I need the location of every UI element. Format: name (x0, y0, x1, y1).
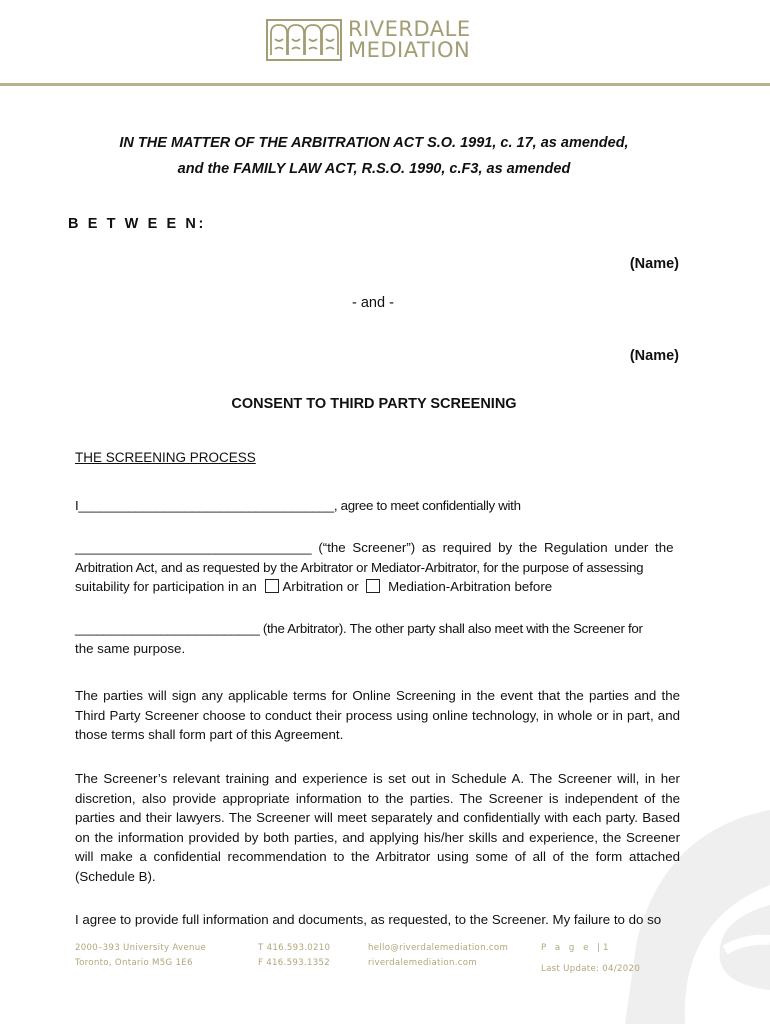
header-divider (0, 83, 770, 86)
matter-line-2: and the FAMILY LAW ACT, R.S.O. 1990, c.F3, as amended (177, 161, 571, 177)
arbitration-option-label: Arbitration or (282, 579, 359, 595)
and-separator: - and - (352, 295, 394, 311)
screener-line-3 (75, 577, 680, 597)
screener-training-paragraph: The Screener’s relevant training and experience is set out in Schedule A. The Screener will, in her discretion, also provide appropriate information to the parties. The Screener is independent of the parties and their lawyers. The Screener will meet separately and confidentially with each party. Based on the information provided by both parties, and applying his/her skills and experience, the Screener will make a confidential recommendation to the Arbitrator using some of all of the form attached (Schedule B). (75, 771, 680, 884)
screener-paragraph (75, 538, 680, 597)
company-logo (266, 19, 471, 61)
arbitration-checkbox[interactable] (265, 579, 279, 593)
arbitrator-line-2: the same purpose. (75, 640, 186, 656)
footer-fax: F 416.593.1352 (258, 958, 331, 968)
logo-wordmark (348, 19, 471, 61)
between-label: B E T W E E N: (68, 216, 206, 232)
footer-email[interactable]: hello@riverdalemediation.com (368, 943, 509, 953)
matter-line-1: IN THE MATTER OF THE ARBITRATION ACT S.O. 1991, c. 17, as amended, (119, 135, 629, 151)
footer-phone (258, 941, 330, 971)
agreement-paragraph (75, 496, 680, 516)
footer-tel: T 416.593.0210 (258, 943, 331, 953)
footer-page-number (541, 941, 611, 956)
page-number: P a g e |1 (541, 943, 612, 953)
suitability-text: suitability for participation in an (75, 579, 257, 595)
mediation-arbitration-checkbox[interactable] (366, 579, 380, 593)
disclosure-paragraph: I agree to provide full information and documents, as requested, to the Screener. My failure to do so (75, 912, 662, 927)
screener-line-2: Arbitration Act, and as requested by the Arbitrator or Mediator-Arbitrator, for the purpose of assessing (75, 559, 644, 575)
arbitrator-paragraph (75, 619, 680, 658)
document-title: CONSENT TO THIRD PARTY SCREENING (231, 396, 517, 412)
logo-line-2: MEDIATION (348, 38, 471, 62)
footer-contact (368, 941, 508, 971)
logo-line-1: RIVERDALE (348, 17, 471, 41)
screener-name-blank[interactable]: ________________________________ (75, 540, 312, 555)
four-faces-logo-icon (266, 19, 342, 61)
footer-website[interactable]: riverdalemediation.com (368, 958, 477, 968)
footer-last-update: Last Update: 04/2020 (541, 964, 641, 974)
mediation-arbitration-option-label: Mediation-Arbitration before (388, 579, 553, 595)
section-heading: THE SCREENING PROCESS (75, 450, 256, 465)
matter-heading (60, 130, 688, 182)
footer-address (75, 941, 206, 971)
screener-line-1 (75, 538, 680, 558)
online-screening-paragraph: The parties will sign any applicable terms for Online Screening in the event that the parties and the Third Party Screener choose to conduct their process using online technology, in whole or in part, and those terms shall form part of this Agreement. (75, 688, 680, 743)
party-2-name: (Name) (629, 348, 679, 364)
screener-line-1-text: (“the Screener”) as required by the Regulation under the (311, 540, 674, 555)
footer-address-line-1: 2000–393 University Avenue (75, 943, 207, 953)
arbitrator-line-1[interactable]: __________________________ (the Arbitrator). The other party shall also meet with the Screener for (75, 621, 643, 636)
footer-address-line-2: Toronto, Ontario M5G 1E6 (75, 958, 193, 968)
party-1-name: (Name) (629, 256, 679, 272)
party-name-blank-line[interactable]: I____________________________________, agree to meet confidentially with (75, 498, 521, 513)
